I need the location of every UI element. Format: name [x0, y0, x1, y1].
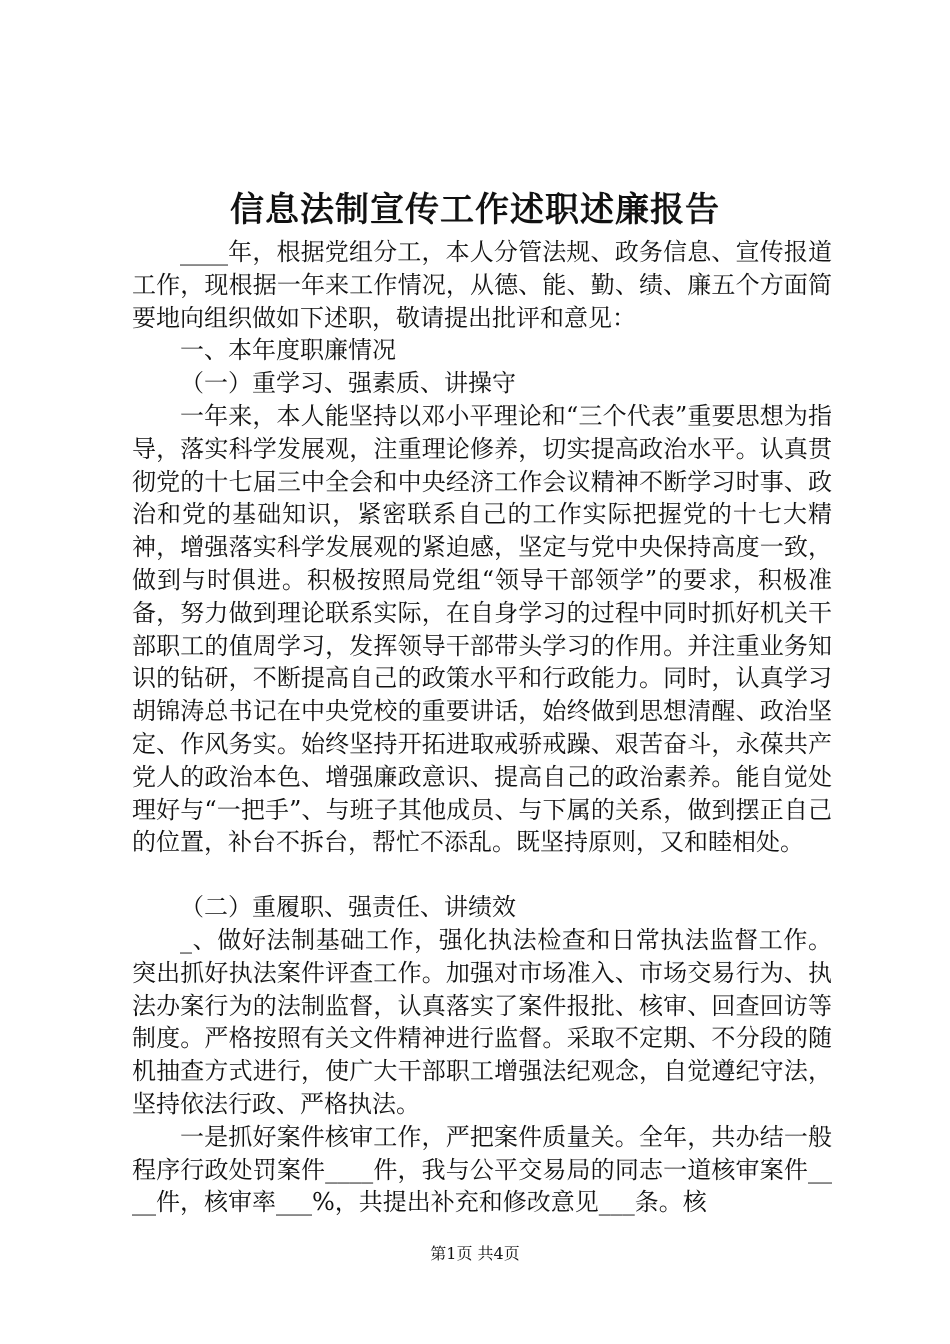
page-footer: 第1页 共4页	[430, 1244, 520, 1263]
subsection-heading-1: （一）重学习、强素质、讲操守	[180, 369, 516, 398]
paragraph-case-review: 一是抓好案件核审工作，严把案件质量关。全年，共办结一般程序行政处罚案件____件，我与公平交易局的同志一道核审案件____件，核审率___%，共提出补充和修改意见___条。核	[132, 1122, 832, 1217]
paragraph-legal-work: _、做好法制基础工作，强化执法检查和日常执法监督工作。突出抓好执法案件评查工作。加强对市场准入、市场交易行为、执法办案行为的法制监督，认真落实了案件报批、核审、回查回访等制度。严格按照有关文件精神进行监督。采取不定期、不分段的随机抽查方式进行，使广大干部职工增强法纪观念，自觉遵纪守法，坚持依法行政、严格执法。	[132, 925, 832, 1118]
document-body	[132, 236, 832, 1219]
subsection-heading-2: （二）重履职、强责任、讲绩效	[180, 893, 516, 922]
section-heading-1: 一、本年度职廉情况	[180, 336, 396, 365]
paragraph-intro: ____年，根据党组分工，本人分管法规、政务信息、宣传报道工作，现根据一年来工作情况，从德、能、勤、绩、廉五个方面简要地向组织做如下述职，敬请提出批评和意见：	[132, 238, 832, 332]
paragraph-study: 一年来，本人能坚持以邓小平理论和“三个代表”重要思想为指导，落实科学发展观，注重理论修养，切实提高政治水平。认真贯彻党的十七届三中全会和中央经济工作会议精神不断学习时事、政治和党的基础知识，紧密联系自己的工作实际把握党的十七大精神，增强落实科学发展观的紧迫感，坚定与党中央保持高度一致，做到与时俱进。积极按照局党组“领导干部领学”的要求，积极准备，努力做到理论联系实际，在自身学习的过程中同时抓好机关干部职工的值周学习，发挥领导干部带头学习的作用。并注重业务知识的钻研，不断提高自己的政策水平和行政能力。同时，认真学习胡锦涛总书记在中央党校的重要讲话，始终做到思想清醒、政治坚定、作风务实。始终坚持开拓进取戒骄戒躁、艰苦奋斗，永葆共产党人的政治本色、增强廉政意识、提高自己的政治素养。能自觉处理好与“一把手”、与班子其他成员、与下属的关系，做到摆正自己的位置，补台不拆台，帮忙不添乱。既坚持原则，又和睦相处。	[132, 401, 832, 857]
document-title: 信息法制宣传工作述职述廉报告	[230, 190, 720, 230]
